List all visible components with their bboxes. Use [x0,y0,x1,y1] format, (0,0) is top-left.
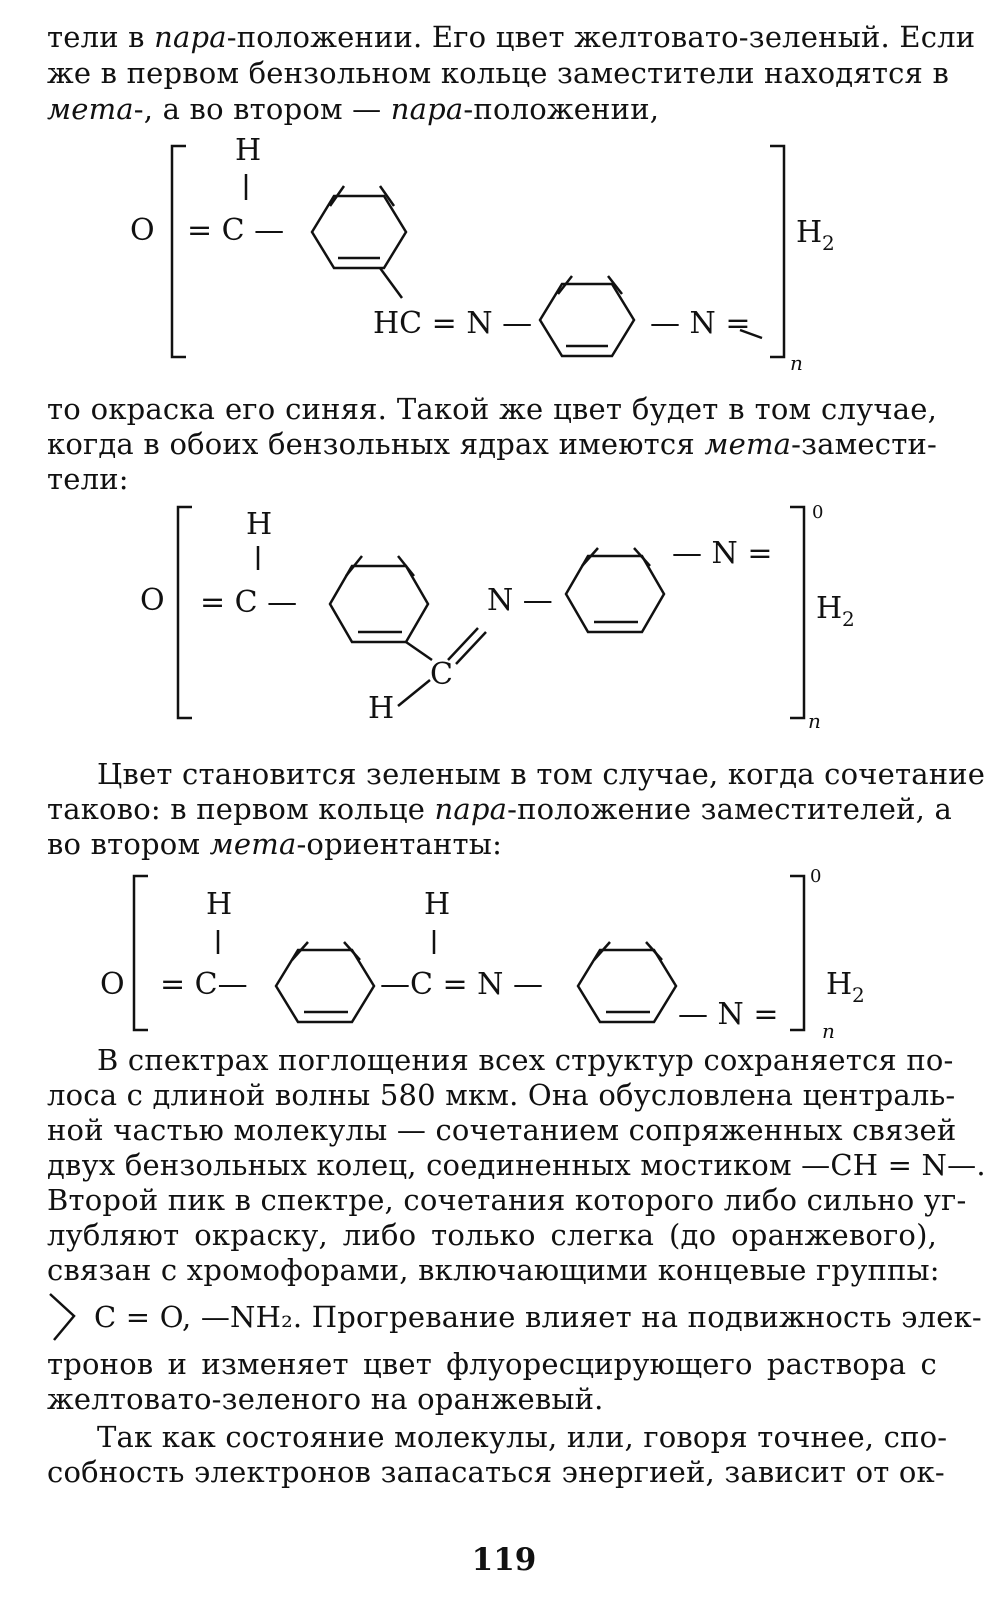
text-line: же в первом бензольном кольце заместители находятся в [47,56,949,90]
text-line: таково: в первом кольце пара-положение заместителей, а [47,792,952,826]
right-bracket [790,507,804,718]
formula-h2: H [796,215,823,250]
formula-end-group: — N = [678,997,779,1032]
text-line: лоса с длиной волны 580 мкм. Она обусловлена централь- [47,1078,956,1112]
svg-text:0: 0 [812,502,824,523]
text-line: Второй пик в спектре, сочетания которого либо сильно уг- [47,1183,967,1217]
left-bracket [172,146,186,357]
right-bracket [790,876,804,1030]
text-line: Цвет становится зеленым в том случае, когда сочетание [97,757,986,791]
formula-oxygen: O [140,583,165,618]
text-line: когда в обоих бензольных ядрах имеются мета-замести- [47,427,937,461]
formula-c-group: = C — [187,213,285,248]
benzene-ring [566,556,664,632]
formula-end-group: — N = [650,306,751,341]
text-line: Так как состояние молекулы, или, говоря точнее, спо- [97,1420,948,1454]
text-line: В спектрах поглощения всех структур сохраняется по- [97,1043,954,1077]
formula-h2: H [816,591,843,626]
text-line: во втором мета-ориентанты: [47,827,503,861]
formula-n: n [822,1019,835,1043]
formula-hydrogen: H [246,507,273,542]
svg-text:0: 0 [810,866,822,887]
formula-c-group: = C — [200,585,298,620]
text-line: собность электронов запасаться энергией, зависит от ок- [47,1455,945,1489]
left-bracket [178,507,192,718]
text-line: C = O, —NH₂. Прогревание влияет на подвижность элек- [94,1300,982,1334]
formula-nitrogen: N — [487,583,553,618]
formula-c-group: = C— [160,967,248,1002]
formula-hydrogen: H [424,887,451,922]
formula-end-group: — N = [672,536,773,571]
benzene-ring [330,566,428,642]
svg-text:2: 2 [842,607,855,631]
text-line: мета-, а во втором — пара-положении, [47,92,660,126]
right-bracket [770,146,784,357]
page-number: 119 [471,1542,537,1578]
text-line: желтовато-зеленого на оранжевый. [47,1382,604,1416]
text-line: то окраска его синяя. Такой же цвет будет в том случае, [47,392,937,426]
formula-oxygen: O [130,213,155,248]
formula-bridge: HC = N — [373,306,533,341]
text-line: тели: [47,462,129,496]
formula-hydrogen: H [235,133,262,168]
text-line: ной частью молекулы — сочетанием сопряженных связей [47,1113,957,1147]
structural-formula-2 [0,500,1008,735]
formula-oxygen: O [100,967,125,1002]
left-bracket [134,876,148,1030]
structural-formula-3 [0,865,1008,1045]
formula-bridge: —C = N — [380,967,543,1002]
formula-n: n [790,351,803,375]
svg-text:2: 2 [852,983,865,1007]
text-line: тронов и изменяет цвет флуоресцирующего раствора с [47,1347,937,1381]
formula-carbon: C [430,657,453,692]
text-line: двух бензольных колец, соединенных мостиком —CH = N—. [47,1148,986,1182]
structural-formula-1 [0,130,1008,380]
text-line: тели в пара-положении. Его цвет желтовато-зеленый. Если [47,20,976,54]
text-line: лубляют окраску, либо только слегка (до оранжевого), [47,1218,937,1252]
formula-h2: H [826,967,853,1002]
angle-bracket-icon [44,1290,84,1346]
formula-hydrogen: H [368,691,395,726]
formula-n: n [808,709,821,733]
text-line: связан с хромофорами, включающими концевые группы: [47,1253,940,1287]
formula-hydrogen: H [206,887,233,922]
svg-text:2: 2 [822,231,835,255]
